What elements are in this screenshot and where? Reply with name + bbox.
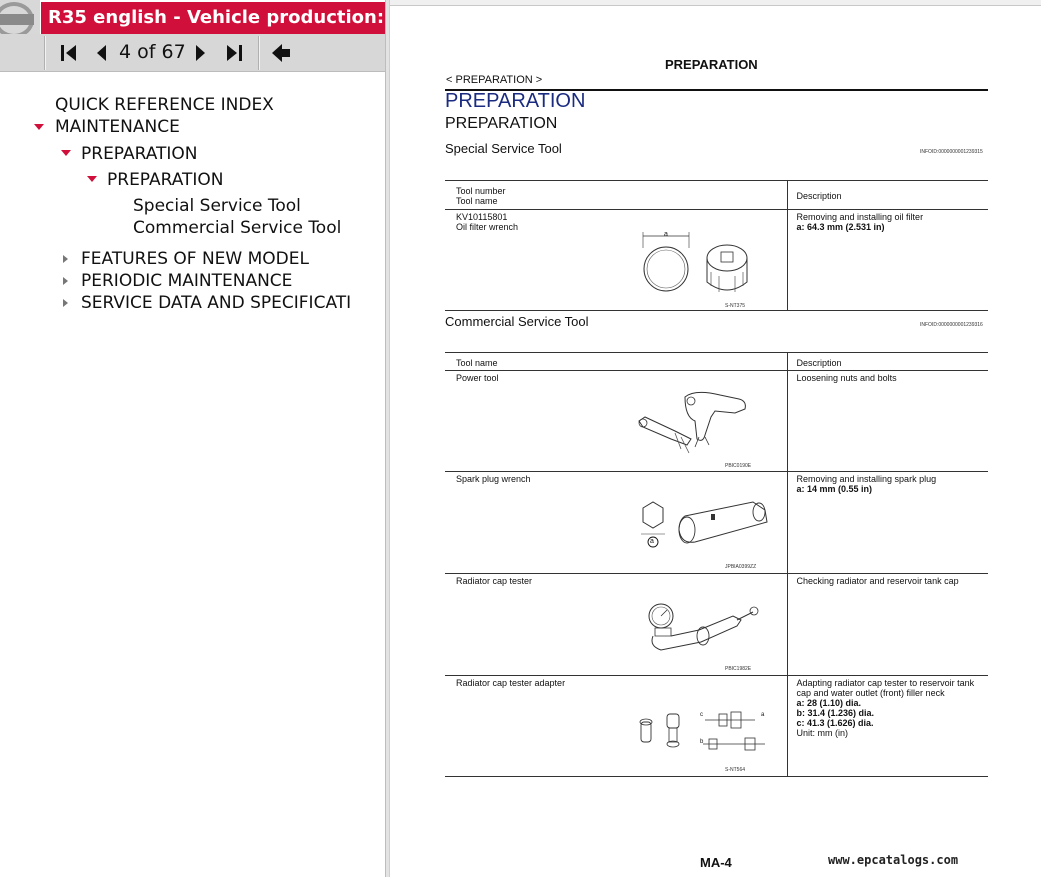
toc-item-commercial-service-tool[interactable] [133,217,341,239]
nav-toolbar [0,34,385,72]
table-row [445,676,988,777]
spec-text: a: 28 (1.10) dia. [796,698,862,708]
description-cell [787,574,988,676]
tool-cell [445,210,787,311]
description-text: Checking radiator and reservoir tank cap [796,576,959,586]
info-id: INFOID:0000000001239316 [920,322,983,328]
section-title-commercial: Commercial Service Tool [445,314,589,329]
last-page-icon [224,42,246,64]
oil-filter-wrench-illustration-icon [641,226,756,304]
toc-item-label: SERVICE DATA AND SPECIFICATI [81,293,352,313]
tool-cell [445,472,787,574]
dimension-label: a [761,712,765,718]
col-tool-name: Tool name [445,353,787,371]
toc-item-maintenance[interactable] [55,116,180,138]
tool-cell [445,574,787,676]
collapsed-caret-icon[interactable] [63,255,68,263]
first-page-icon [57,42,79,64]
description-cell [787,676,988,777]
table-row [445,472,988,574]
dimension-label: b [700,739,704,745]
page-header: PREPARATION [665,57,758,72]
toc-item-features-of-new-model[interactable] [81,248,309,270]
last-page-button[interactable] [219,34,251,72]
next-page-icon [193,42,209,64]
tool-name: Radiator cap tester adapter [456,678,566,688]
back-icon [270,42,292,64]
figure-code: S-NT375 [725,303,746,309]
back-button[interactable] [266,34,296,72]
expand-caret-icon[interactable] [61,150,71,156]
col-tool-number: Tool number [456,186,506,196]
toolbar-separator [258,36,260,70]
tool-cell [445,676,787,777]
tool-name: Radiator cap tester [456,576,533,586]
toc-item-label: MAINTENANCE [55,117,180,137]
page-number: MA-4 [700,855,732,870]
unit-text: Unit: mm (in) [796,728,848,738]
document-top-border [390,0,1041,6]
spec-text: a: 64.3 mm (2.531 in) [796,222,885,232]
figure-code: PBIC1982E [725,666,752,672]
app-title: R35 english - Vehicle production: [41,2,385,34]
toc-item-label: Commercial Service Tool [133,218,342,238]
tool-name: Spark plug wrench [456,474,531,484]
collapsed-caret-icon[interactable] [63,299,68,307]
tool-name: Power tool [456,373,499,383]
figure-code: JPBIA0399ZZ [725,564,757,570]
dimension-label: a [664,231,668,238]
toc-item-service-data[interactable] [81,292,351,314]
col-description: Description [787,181,988,210]
figure-code: PBIC0190E [725,463,752,469]
page-subtitle: PREPARATION [445,115,558,132]
tool-number: KV10115801 [456,212,508,222]
commercial-tool-table [445,352,988,777]
watermark: www.epcatalogs.com [828,853,959,867]
page-indicator: 4 of 67 [119,41,186,63]
toc-item-periodic-maintenance[interactable] [81,270,292,292]
toc-item-label: PERIODIC MAINTENANCE [81,271,293,291]
prev-page-button[interactable] [88,34,114,72]
toc-item-special-service-tool[interactable] [133,195,301,217]
collapsed-caret-icon[interactable] [63,277,68,285]
description-text: Removing and installing oil filter [796,212,924,222]
toc-item-label: FEATURES OF NEW MODEL [81,249,309,269]
info-id: INFOID:0000000001239315 [920,149,983,155]
table-header-row [445,353,988,371]
spec-text: a: 14 mm (0.55 in) [796,484,873,494]
spec-text: c: 41.3 (1.626) dia. [796,718,874,728]
description-cell [787,210,988,311]
tool-cell [445,371,787,472]
toc-item-preparation[interactable] [81,143,198,165]
breadcrumb[interactable]: < PREPARATION > [446,74,543,86]
radiator-cap-tester-illustration-icon [641,596,761,660]
tool-name: Oil filter wrench [456,222,519,232]
document-page [390,7,1041,877]
expand-caret-icon[interactable] [87,176,97,182]
dimension-label: c [700,712,703,718]
power-tool-illustration-icon [635,387,755,459]
col-description: Description [787,353,988,371]
toc-item-quick-reference-index[interactable] [55,94,274,116]
section-title-special: Special Service Tool [445,141,562,156]
left-pane [0,0,385,877]
description-text: Removing and installing spark plug [796,474,937,484]
description-text: Adapting radiator cap tester to reservoir tank cap and water outlet (front) filler neck [796,678,975,698]
toolbar-separator [44,36,46,70]
toc-item-preparation-sub[interactable] [107,169,224,191]
table-header-cell [445,181,787,210]
description-cell [787,472,988,574]
spec-text: b: 31.4 (1.236) dia. [796,708,875,718]
table-row [445,371,988,472]
description-text: Loosening nuts and bolts [796,373,897,383]
toc-item-label: QUICK REFERENCE INDEX [55,95,274,115]
toc-item-label: Special Service Tool [133,196,301,216]
dimension-label: a [650,538,654,545]
col-tool-name: Tool name [456,196,498,206]
figure-code: S-NT564 [725,767,746,773]
table-row [445,210,988,311]
toc-item-label: PREPARATION [81,144,198,164]
toc-item-label: PREPARATION [107,170,224,190]
expand-caret-icon[interactable] [34,124,44,130]
special-tool-table [445,180,988,311]
prev-page-icon [93,42,109,64]
description-cell [787,371,988,472]
page-title: PREPARATION [445,90,586,112]
first-page-button[interactable] [52,34,84,72]
table-header-row [445,181,988,210]
next-page-button[interactable] [188,34,214,72]
spark-plug-wrench-illustration-icon [633,500,773,558]
table-row [445,574,988,676]
